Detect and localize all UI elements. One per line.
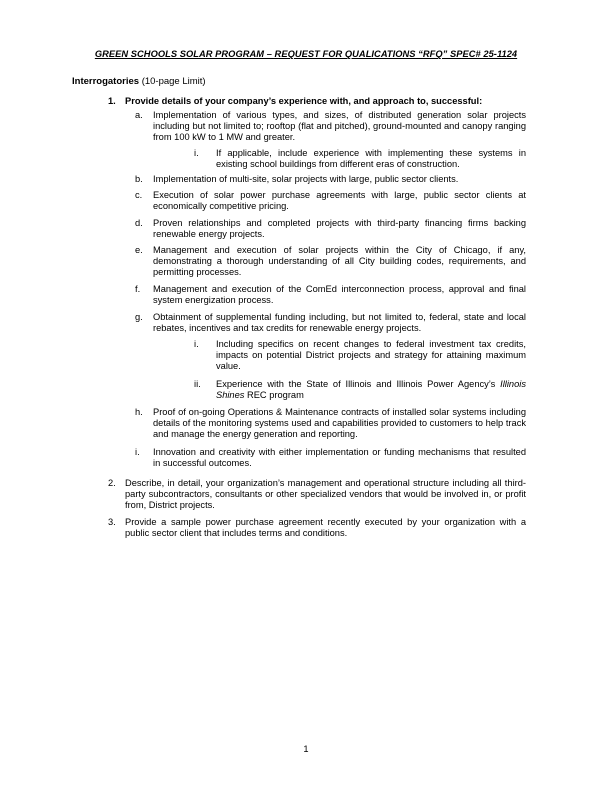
q1-text: Provide details of your company’s experience with, and approach to, successful: bbox=[125, 96, 483, 106]
q1g-ii-text-before: Experience with the State of Illinois and Illinois Power Agency’s bbox=[216, 379, 501, 389]
q1a-letter: a. bbox=[135, 110, 143, 120]
q1f-letter: f. bbox=[135, 284, 141, 294]
q3-number: 3. bbox=[108, 517, 116, 527]
q1e-text: Management and execution of solar projects within the City of Chicago, if any, demonstrating a thorough understanding of all City building codes, requirements, and permitting processes. bbox=[153, 245, 526, 278]
q1g-ii-text bbox=[216, 379, 526, 401]
document-title: GREEN SCHOOLS SOLAR PROGRAM – REQUEST FOR QUALICATIONS “RFQ” SPEC# 25-1124 bbox=[94, 49, 518, 59]
q1d-letter: d. bbox=[135, 218, 143, 228]
q1g-ii-program-name: Illinois Shines bbox=[216, 379, 526, 401]
q1c-letter: c. bbox=[135, 190, 143, 200]
q1g-ii-number: ii. bbox=[194, 379, 201, 389]
q1d-text: Proven relationships and completed projects with third-party financing firms backing renewable energy projects. bbox=[153, 218, 526, 240]
section-heading-label: Interrogatories bbox=[72, 76, 140, 87]
q1-number: 1. bbox=[108, 96, 116, 106]
q3-text: Provide a sample power purchase agreement recently executed by your organization with a public sector client that includes terms and conditions. bbox=[125, 517, 526, 539]
q1f-text: Management and execution of the ComEd interconnection process, approval and final system energization process. bbox=[153, 284, 526, 306]
q2-number: 2. bbox=[108, 478, 116, 488]
q1a-i-number: i. bbox=[194, 148, 199, 158]
q1i-letter: i. bbox=[135, 447, 140, 457]
q1g-text: Obtainment of supplemental funding including, but not limited to, federal, state and local rebates, incentives and tax credits for renewable energy projects. bbox=[153, 312, 526, 334]
q1g-ii-text-after: REC program bbox=[244, 390, 304, 401]
q1h-text: Proof of on-going Operations & Maintenance contracts of installed solar systems including details of the monitoring systems used and capabilities provided to customers to help track and manage the energy generation and reporting. bbox=[153, 407, 526, 440]
q1a-text: Implementation of various types, and sizes, of distributed generation solar projects including but not limited to; rooftop (flat and pitched), ground-mounted and canopy ranging from 100 kW to 1 MW and greater. bbox=[153, 110, 526, 143]
q1g-i-number: i. bbox=[194, 339, 199, 349]
q1g-letter: g. bbox=[135, 312, 143, 322]
q2-text: Describe, in detail, your organization’s management and operational structure including all third-party subcontractors, consultants or other specialized vendors that would be involved in, or profit from, District projects. bbox=[125, 478, 526, 511]
q1c-text: Execution of solar power purchase agreements with large, public sector clients at economically competitive pricing. bbox=[153, 190, 526, 212]
section-heading bbox=[72, 76, 206, 87]
page-number: 1 bbox=[303, 744, 309, 754]
q1i-text: Innovation and creativity with either implementation or funding mechanisms that resulted in successful outcomes. bbox=[153, 447, 526, 469]
q1a-i-text: If applicable, include experience with implementing these systems in existing school buildings from different eras of construction. bbox=[216, 148, 526, 170]
q1b-text: Implementation of multi-site, solar projects with large, public sector clients. bbox=[153, 174, 459, 184]
q1g-i-text: Including specifics on recent changes to federal investment tax credits, impacts on potential District projects and strategy for attaining maximum value. bbox=[216, 339, 526, 372]
page-limit-note: (10-page Limit) bbox=[141, 76, 206, 87]
q1h-letter: h. bbox=[135, 407, 143, 417]
q1e-letter: e. bbox=[135, 245, 143, 255]
q1b-letter: b. bbox=[135, 174, 143, 184]
